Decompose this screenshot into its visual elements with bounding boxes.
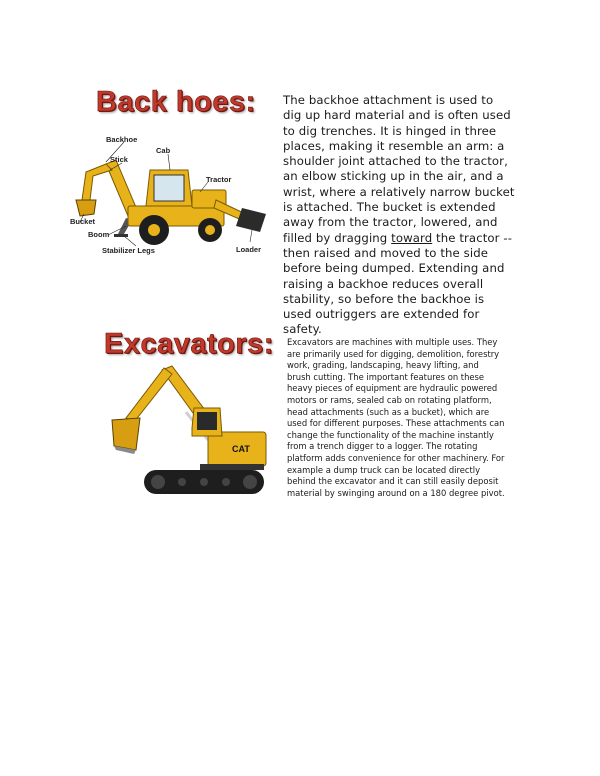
label-boom: Boom	[88, 230, 110, 239]
label-backhoe: Backhoe	[106, 135, 138, 144]
cat-decal: CAT	[232, 444, 250, 454]
label-bucket: Bucket	[70, 217, 96, 226]
underlined-word: toward	[391, 230, 433, 245]
backhoes-heading: Back hoes:	[96, 86, 256, 118]
excavators-heading: Excavators:	[104, 328, 274, 360]
backhoes-text-part1: The backhoe attachment is used to dig up hard material and is often used to dig trenches. It is hinged in three places, making it resemble an arm: a shoulder joint attached to the tractor, an elbow sticking up in the air, and a wrist, where a relatively narrow bucket is attached. The bucket is extended away from the tractor, lowered, and filled by dragging	[283, 93, 515, 245]
label-tractor: Tractor	[206, 175, 232, 184]
label-loader: Loader	[236, 245, 262, 254]
label-stabilizer-legs: Stabilizer Legs	[102, 246, 155, 255]
excavators-paragraph: Excavators are machines with multiple uses. They are primarily used for digging, demolition, forestry work, grading, landscaping, heavy lifting, and brush cutting. The important features on these heavy pieces of equipment are hydraulic powered motors or rams, sealed cab on rotating platform, head attachments (such as a bucket), which are used for different purposes. These attachments can change the functionality of the machine instantly from a trench digger to a logger. The rotating platform adds convenience for other machinery. For example a dump truck can be located directly behind the excavator and it can still easily deposit material by swinging around on a 180 degree pivot.	[287, 337, 505, 498]
label-stick: Stick	[110, 155, 128, 164]
excavator-illustration	[112, 366, 266, 494]
backhoes-paragraph	[283, 93, 515, 338]
label-cab: Cab	[156, 146, 171, 155]
backhoe-diagram	[66, 130, 272, 262]
backhoes-text-part2: the tractor -- then raised and moved to the side before being dumped. Extending and raising a backhoe reduces overall stability, so before the backhoe is used outriggers are extended for safety.	[283, 230, 513, 337]
excavator-photo	[104, 358, 270, 518]
